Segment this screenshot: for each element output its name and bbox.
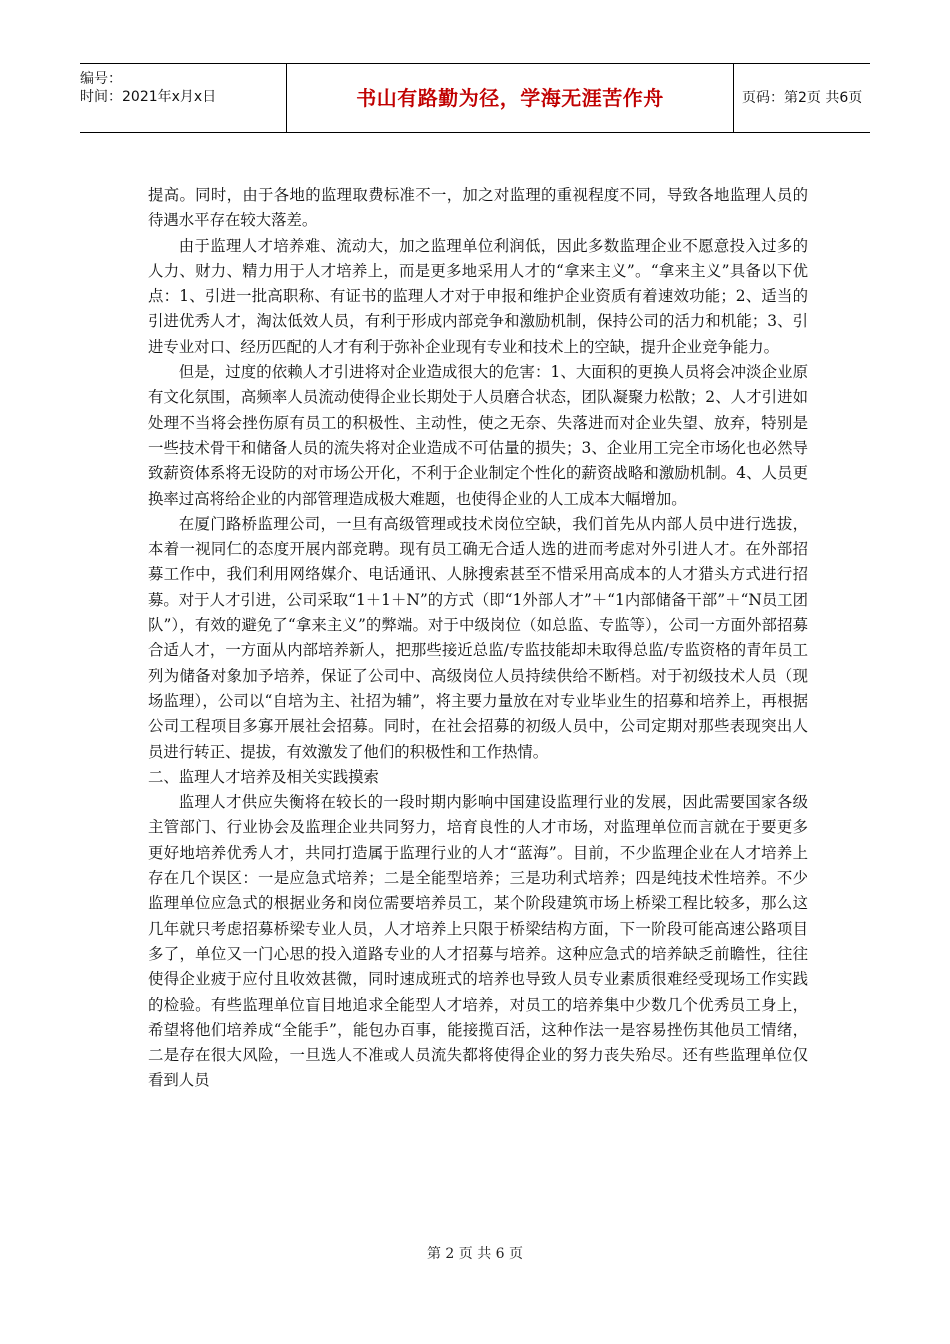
document-body [148, 183, 808, 1094]
paragraph: 由于监理人才培养难、流动大，加之监理单位利润低，因此多数监理企业不愿意投入过多的人力、财力、精力用于人才培养上，而是更多地采用人才的“拿来主义”。“拿来主义”具备以下优点：1、引进一批高职称、有证书的监理人才对于申报和维护企业资质有着速效功能；2、适当的引进优秀人才，淘汰低效人员，有利于形成内部竞争和激励机制，保持公司的活力和机能；3、引进专业对口、经历匹配的人才有利于弥补企业现有专业和技术上的空缺，提升企业竞争能力。 [148, 236, 808, 356]
paragraph: 监理人才供应失衡将在较长的一段时期内影响中国建设监理行业的发展，因此需要国家各级主管部门、行业协会及监理企业共同努力，培育良性的人才市场，对监理单位而言就在于要更多更好地培养优秀人才，共同打造属于监理行业的人才“蓝海”。目前，不少监理企业在人才培养上存在几个误区：一是应急式培养；二是全能型培养；三是功利式培养；四是纯技术性培养。不少监理单位应急式的根据业务和岗位需要培养员工，某个阶段建筑市场上桥梁工程比较多，那么这几年就只考虑招募桥梁专业人员，人才培养上只限于桥梁结构方面，下一阶段可能高速公路项目多了，单位又一门心思的投入道路专业的人才招募与培养。这种应急式的培养缺乏前瞻性，往往使得企业疲于应付且收效甚微，同时速成班式的培养也导致人员专业素质很难经受现场工作实践的检验。有些监理单位盲目地追求全能型人才培养，对员工的培养集中少数几个优秀员工身上，希望将他们培养成“全能手”，能包办百事，能接揽百活，这种作法一是容易挫伤其他员工情绪，二是存在很大风险，一旦选人不准或人员流失都将使得企业的努力丧失殆尽。还有些监理单位仅看到人员 [148, 793, 808, 1090]
page-footer: 第 2 页 共 6 页 [426, 1246, 524, 1262]
page-header [80, 63, 870, 133]
header-motto-cell [286, 64, 734, 132]
date-label: 时间：2021年x月x日 [80, 89, 217, 105]
header-page-cell [732, 64, 870, 132]
page-code: 页码：第2页 共6页 [742, 90, 863, 106]
paragraph: 提高。同时，由于各地的监理取费标准不一，加之对监理的重视程度不同，导致各地监理人员的待遇水平存在较大落差。 [148, 186, 808, 230]
motto-text: 书山有路勤为径，学海无涯苦作舟 [356, 86, 664, 110]
serial-number-label: 编号： [80, 71, 122, 87]
header-meta [80, 64, 286, 132]
paragraph: 但是，过度的依赖人才引进将对企业造成很大的危害：1、大面积的更换人员将会冲淡企业原有文化氛围，高频率人员流动使得企业长期处于人员磨合状态，团队凝聚力松散；2、人才引进如处理不当将会挫伤原有员工的积极性、主动性，使之无奈、失落进而对企业失望、放弃，特别是一些技术骨干和储备人员的流失将对企业造成不可估量的损失；3、企业用工完全市场化也必然导致薪资体系将无设防的对市场公开化，不利于企业制定个性化的薪资战略和激励机制。4、人员更换率过高将给企业的内部管理造成极大难题，也使得企业的人工成本大幅增加。 [148, 363, 808, 508]
paragraph: 在厦门路桥监理公司，一旦有高级管理或技术岗位空缺，我们首先从内部人员中进行选拔，本着一视同仁的态度开展内部竞聘。现有员工确无合适人选的进而考虑对外引进人才。在外部招募工作中，我们利用网络媒介、电话通讯、人脉搜索甚至不惜采用高成本的人才猎头方式进行招募。对于人才引进，公司采取“1＋1＋N”的方式（即“1外部人才”＋“1内部储备干部”＋“N员工团队”），有效的避免了“拿来主义”的弊端。对于中级岗位（如总监、专监等），公司一方面外部招募合适人才，一方面从内部培养新人，把那些接近总监/专监技能却未取得总监/专监资格的青年员工列为储备对象加予培养，保证了公司中、高级岗位人员持续供给不断档。对于初级技术人员（现场监理），公司以“自培为主、社招为辅”，将主要力量放在对专业毕业生的招募和培养上，再根据公司工程项目多寡开展社会招募。同时，在社会招募的初级人员中，公司定期对那些表现突出人员进行转正、提拔，有效激发了他们的积极性和工作热情。 [148, 514, 808, 761]
section-heading: 二、监理人才培养及相关实践摸索 [148, 767, 379, 786]
